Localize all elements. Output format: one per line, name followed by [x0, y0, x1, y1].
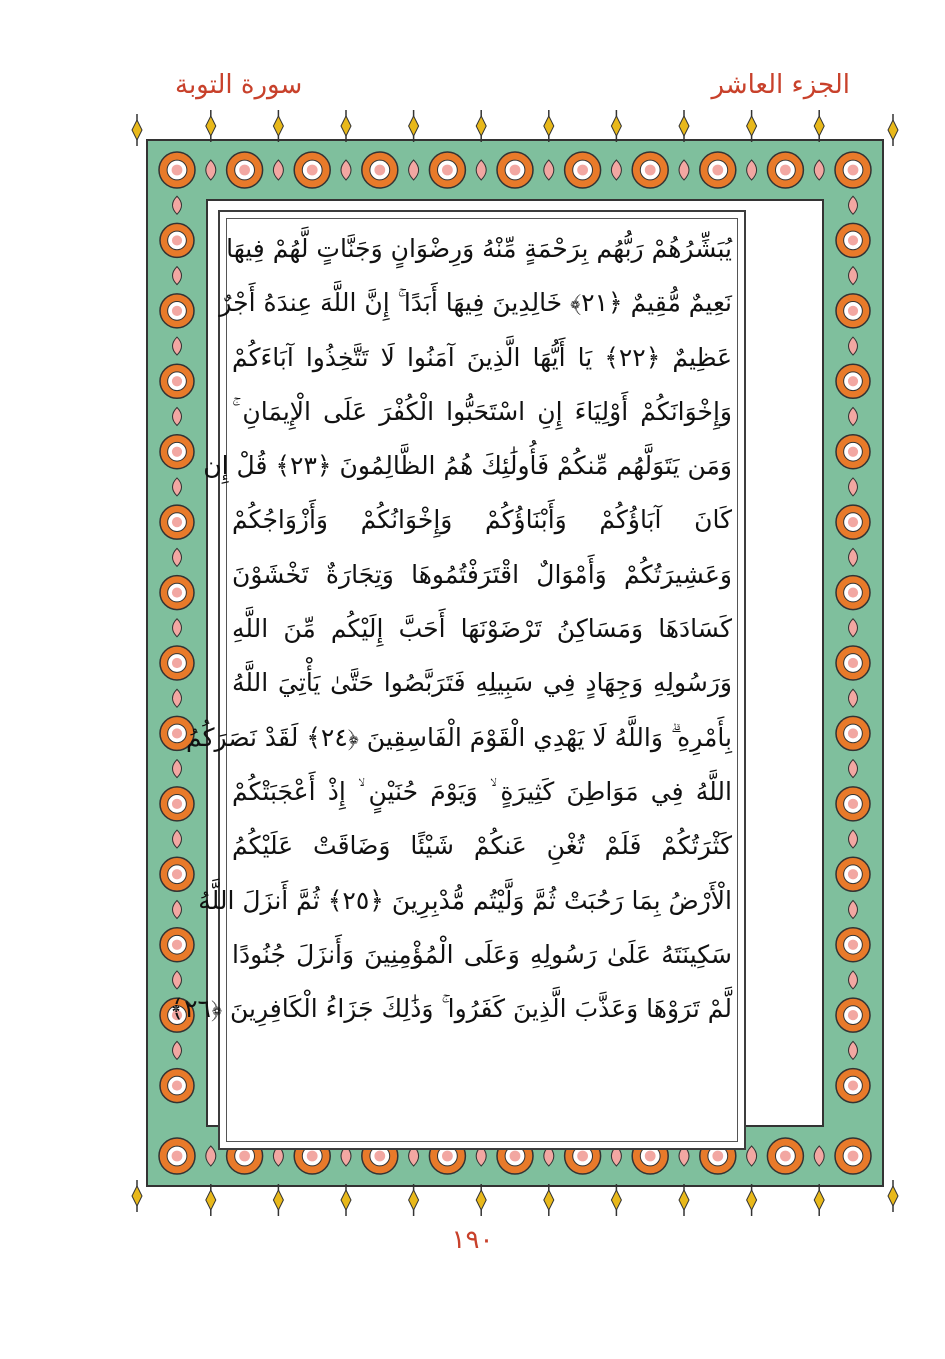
right-medallion-dot	[848, 728, 858, 738]
right-medallion-dot	[848, 517, 858, 527]
right-medallion-dot	[848, 869, 858, 879]
right-medallion-dot	[848, 799, 858, 809]
verse-line-5: وَمَن يَتَوَلَّهُم مِّنكُمْ فَأُولَٰئِكَ هُمُ الظَّالِمُونَ ﴿٢٣﴾ قُلْ إِن	[203, 451, 732, 481]
top-finial	[544, 116, 554, 136]
right-medallion-dot	[848, 235, 858, 245]
top-medallion-dot	[645, 165, 656, 176]
bottom-finial	[206, 1190, 216, 1210]
verse-line-4: وَإِخْوَانَكُمْ أَوْلِيَاءَ إِنِ اسْتَحَبُّوا الْكُفْرَ عَلَى الْإِيمَانِ ۚ	[232, 396, 732, 426]
top-finial	[341, 116, 351, 136]
verse-line-13: الْأَرْضُ بِمَا رَحُبَتْ ثُمَّ وَلَّيْتُم مُّدْبِرِينَ ﴿٢٥﴾ ثُمَّ أَنزَلَ اللَّهُ	[198, 885, 732, 915]
left-medallion-dot	[172, 728, 182, 738]
left-medallion-dot	[172, 658, 182, 668]
top-finial	[814, 116, 824, 136]
bottom-finial	[409, 1190, 419, 1210]
top-medallion-dot	[712, 165, 723, 176]
bottom-medallion-dot	[848, 1151, 859, 1162]
bottom-medallion-dot	[374, 1151, 385, 1162]
bottom-finial	[341, 1190, 351, 1210]
top-finial	[206, 116, 216, 136]
corner-finial	[132, 1186, 142, 1206]
bottom-medallion-dot	[239, 1151, 250, 1162]
verse-line-14: سَكِينَتَهُ عَلَىٰ رَسُولِهِ وَعَلَى الْمُؤْمِنِينَ وَأَنزَلَ جُنُودًا	[232, 939, 732, 969]
verse-line-15: لَّمْ تَرَوْهَا وَعَذَّبَ الَّذِينَ كَفَرُوا ۚ وَذَٰلِكَ جَزَاءُ الْكَافِرِينَ ﴿٢٦﴾	[169, 994, 732, 1024]
top-finial	[476, 116, 486, 136]
top-medallion-dot	[442, 165, 453, 176]
left-medallion-dot	[172, 799, 182, 809]
verse-line-1: يُبَشِّرُهُمْ رَبُّهُم بِرَحْمَةٍ مِّنْهُ وَرِضْوَانٍ وَجَنَّاتٍ لَّهُمْ فِيهَا	[226, 234, 732, 263]
verse-line-3: عَظِيمٌ ﴿٢٢﴾ يَا أَيُّهَا الَّذِينَ آمَنُوا لَا تَتَّخِذُوا آبَاءَكُمْ	[232, 342, 733, 372]
right-medallion-dot	[848, 447, 858, 457]
verse-line-2: نَعِيمٌ مُّقِيمٌ ﴿٢١﴾ خَالِدِينَ فِيهَا أَبَدًا ۚ إِنَّ اللَّهَ عِندَهُ أَجْرٌ	[219, 288, 732, 318]
top-finial	[409, 116, 419, 136]
juz-name: الجزء العاشر	[711, 70, 850, 100]
verse-line-10: بِأَمْرِهِ ۗ وَاللَّهُ لَا يَهْدِي الْقَوْمَ الْفَاسِقِينَ ﴿٢٤﴾ لَقَدْ نَصَرَكُمُ	[186, 722, 732, 752]
left-medallion-dot	[172, 869, 182, 879]
bottom-finial	[273, 1190, 283, 1210]
top-medallion-dot	[239, 165, 250, 176]
bottom-medallion-dot	[780, 1151, 791, 1162]
corner-finial	[888, 120, 898, 140]
right-medallion-dot	[848, 658, 858, 668]
left-medallion-dot	[172, 1080, 182, 1090]
verse-line-11: اللَّهُ فِي مَوَاطِنَ كَثِيرَةٍ ۙ وَيَوْمَ حُنَيْنٍ ۙ إِذْ أَعْجَبَتْكُمْ	[232, 776, 732, 806]
right-medallion-dot	[848, 1080, 858, 1090]
right-medallion-dot	[848, 940, 858, 950]
verse-line-6: كَانَ آبَاؤُكُمْ وَأَبْنَاؤُكُمْ وَإِخْوَانُكُمْ وَأَزْوَاجُكُمْ	[232, 505, 732, 535]
bottom-finial	[814, 1190, 824, 1210]
corner-finial	[132, 120, 142, 140]
top-finial	[747, 116, 757, 136]
surah-name: سورة التوبة	[175, 70, 303, 100]
bottom-finial	[679, 1190, 689, 1210]
verse-line-7: وَعَشِيرَتُكُمْ وَأَمْوَالٌ اقْتَرَفْتُمُوهَا وَتِجَارَةٌ تَخْشَوْنَ	[232, 559, 732, 589]
left-medallion-dot	[172, 587, 182, 597]
top-medallion-dot	[172, 165, 183, 176]
bottom-medallion-dot	[307, 1151, 318, 1162]
bottom-medallion-dot	[172, 1151, 183, 1162]
left-medallion-dot	[172, 940, 182, 950]
bottom-medallion-dot	[577, 1151, 588, 1162]
top-finial	[679, 116, 689, 136]
bottom-finial	[747, 1190, 757, 1210]
top-medallion-dot	[374, 165, 385, 176]
top-medallion-dot	[780, 165, 791, 176]
bottom-medallion-dot	[442, 1151, 453, 1162]
left-medallion-dot	[172, 447, 182, 457]
right-medallion-dot	[848, 587, 858, 597]
top-finial	[273, 116, 283, 136]
bottom-finial	[476, 1190, 486, 1210]
verse-line-8: كَسَادَهَا وَمَسَاكِنُ تَرْضَوْنَهَا أَحَبَّ إِلَيْكُم مِّنَ اللَّهِ	[232, 614, 732, 644]
top-medallion-dot	[307, 165, 318, 176]
left-medallion-dot	[172, 376, 182, 386]
left-medallion-dot	[172, 235, 182, 245]
top-medallion-dot	[510, 165, 521, 176]
bottom-finial	[544, 1190, 554, 1210]
bottom-medallion-dot	[645, 1151, 656, 1162]
left-medallion-dot	[172, 517, 182, 527]
top-medallion-dot	[577, 165, 588, 176]
verse-lines	[169, 222, 733, 1036]
corner-finial	[888, 1186, 898, 1206]
left-medallion-dot	[172, 306, 182, 316]
right-medallion-dot	[848, 306, 858, 316]
bottom-finial	[611, 1190, 621, 1210]
verse-line-12: كَثْرَتُكُمْ فَلَمْ تُغْنِ عَنكُمْ شَيْئًا وَضَاقَتْ عَلَيْكُمُ	[232, 831, 732, 861]
right-medallion-dot	[848, 376, 858, 386]
top-finial	[611, 116, 621, 136]
verse-line-9: وَرَسُولِهِ وَجِهَادٍ فِي سَبِيلِهِ فَتَرَبَّصُوا حَتَّىٰ يَأْتِيَ اللَّهُ	[232, 668, 732, 698]
page-number: ١٩٠	[451, 1225, 494, 1255]
bottom-medallion-dot	[712, 1151, 723, 1162]
top-medallion-dot	[848, 165, 859, 176]
right-medallion-dot	[848, 1010, 858, 1020]
bottom-medallion-dot	[510, 1151, 521, 1162]
